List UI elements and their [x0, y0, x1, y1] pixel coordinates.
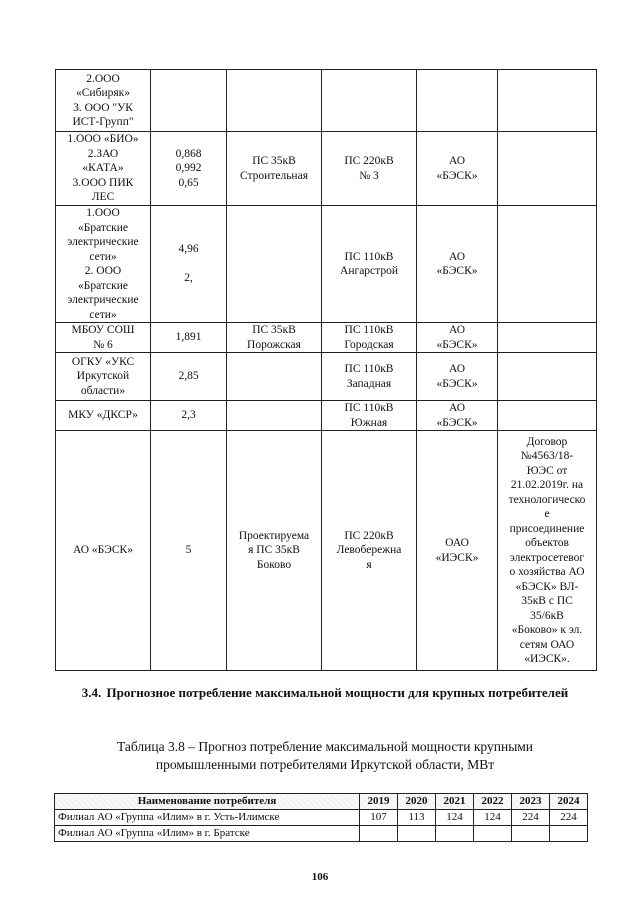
consumer-name-line: МБОУ СОШ: [71, 324, 135, 336]
substation-table-body: [56, 70, 597, 671]
supply-center: ПС 110кВ Южная: [322, 401, 417, 431]
consumer-name-line: ЛЕС: [91, 191, 115, 204]
header-year: 2021: [436, 794, 474, 810]
year-value: [512, 826, 550, 842]
power-value: [151, 70, 227, 132]
grid-organization: ОАО «ИЭСК»: [417, 431, 498, 671]
header-year: 2024: [550, 794, 588, 810]
consumer-name-line: 2. ООО: [84, 265, 122, 277]
consumer-name: [56, 401, 151, 431]
consumer-name-line: электрические: [67, 236, 139, 248]
table-row: [56, 132, 597, 206]
year-value: 224: [512, 810, 550, 826]
supply-center: ПС 110кВ Ангарстрой: [322, 206, 417, 323]
power-forecast-table: [54, 793, 588, 842]
power-value: 1,891: [151, 323, 227, 353]
supply-center: ПС 220кВ Левобережна я: [322, 431, 417, 671]
table-row: [56, 70, 597, 132]
consumer-name: [56, 353, 151, 401]
consumer-name-line: МКУ «ДКСР»: [68, 409, 138, 422]
new-substation: [227, 401, 322, 431]
power-value: 4,96 2,: [151, 206, 227, 323]
year-value: 124: [474, 810, 512, 826]
grid-organization: АО «БЭСК»: [417, 323, 498, 353]
note: [498, 323, 597, 353]
consumer-name-line: ОГКУ «УКС: [71, 355, 135, 368]
page-number: 106: [311, 871, 329, 883]
consumer-name: [56, 70, 151, 132]
header-year: 2020: [398, 794, 436, 810]
consumer-name-line: АО «БЭСК»: [73, 544, 133, 557]
table-header-row: [55, 794, 588, 810]
supply-center: ПС 220кВ № 3: [322, 132, 417, 206]
table-row: [56, 431, 597, 671]
table-row: [56, 353, 597, 401]
year-value: [398, 826, 436, 842]
new-substation: [227, 70, 322, 132]
year-value: 107: [360, 810, 398, 826]
new-substation: ПС 35кВ Порожская: [227, 323, 322, 353]
section-title-text: Прогнозное потребление максимальной мощности для крупных потребителей: [106, 685, 569, 700]
consumer-name-line: «Сибиряк»: [76, 87, 130, 99]
consumer-name-line: «Братские: [77, 279, 129, 292]
consumer-name-line: 1.ООО: [86, 207, 120, 219]
consumer-name: [56, 132, 151, 206]
consumer-name-line: 1.ООО «БИО»: [67, 133, 139, 146]
note: [498, 206, 597, 323]
consumer-name-line: области»: [80, 384, 126, 397]
grid-organization: АО «БЭСК»: [417, 401, 498, 431]
power-value: 5: [151, 431, 227, 671]
consumer-name: [56, 206, 151, 323]
consumer-name: [56, 431, 151, 671]
consumer-name-line: сети»: [89, 250, 117, 263]
table-row: [55, 826, 588, 842]
new-substation: [227, 206, 322, 323]
header-consumer-name: Наименование потребителя: [55, 794, 360, 810]
power-value: 2,3: [151, 401, 227, 431]
consumer-name-line: ИСТ-Групп": [72, 116, 134, 128]
section-heading: [70, 684, 580, 701]
new-substation: Проектируема я ПС 35кВ Боково: [227, 431, 322, 671]
grid-organization: АО «БЭСК»: [417, 353, 498, 401]
grid-organization: АО «БЭСК»: [417, 132, 498, 206]
supply-center: ПС 110кВ Западная: [322, 353, 417, 401]
new-substation: ПС 35кВ Строительная: [227, 132, 322, 206]
table-row: [56, 323, 597, 353]
consumer-name-line: электрические: [67, 294, 139, 306]
note: [498, 353, 597, 401]
consumer-name-line: 3. ООО "УК: [73, 101, 133, 114]
table-caption: Таблица 3.8 – Прогноз потребление максимальной мощности крупными промышленными потребителями Иркутской области, МВт: [116, 739, 534, 772]
consumer-name-line: «КАТА»: [82, 162, 124, 175]
grid-organization: [417, 70, 498, 132]
year-value: [550, 826, 588, 842]
consumer-name-line: № 6: [93, 338, 113, 351]
substation-table: [55, 69, 597, 671]
power-value: 2,85: [151, 353, 227, 401]
year-value: 224: [550, 810, 588, 826]
supply-center: [322, 70, 417, 132]
supply-center: ПС 110кВ Городская: [322, 323, 417, 353]
year-value: 124: [436, 810, 474, 826]
power-value: 0,868 0,992 0,65: [151, 132, 227, 206]
header-year: 2022: [474, 794, 512, 810]
year-value: 113: [398, 810, 436, 826]
year-value: [436, 826, 474, 842]
year-value: [474, 826, 512, 842]
consumer-name: [56, 323, 151, 353]
note: [498, 132, 597, 206]
header-year: 2019: [360, 794, 398, 810]
table-row: [56, 401, 597, 431]
note: [498, 401, 597, 431]
consumer-name-line: Иркутской: [76, 370, 130, 383]
section-number: 3.4.: [81, 685, 102, 700]
table-row: [56, 206, 597, 323]
consumer-name-line: 2.ЗАО: [87, 147, 119, 160]
grid-organization: АО «БЭСК»: [417, 206, 498, 323]
consumer-name-line: «Братские: [77, 221, 129, 234]
table-row: [55, 810, 588, 826]
note: Договор №4563/18- ЮЭС от 21.02.2019г. на технологическо е присоединение объектов электросетевог о хозяйства АО «БЭСК» ВЛ- 35кВ с ПС 35/6кВ «Боково» к эл. сетям ОАО «ИЭСК».: [498, 431, 597, 671]
consumer-name-line: 2.ООО: [86, 72, 120, 85]
consumer-name-line: сети»: [89, 308, 117, 321]
new-substation: [227, 353, 322, 401]
note: [498, 70, 597, 132]
header-year: 2023: [512, 794, 550, 810]
consumer-name: Филиал АО «Группа «Илим» в г. Усть-Илимске: [55, 810, 360, 826]
year-value: [360, 826, 398, 842]
consumer-name-line: 3.ООО ПИК: [72, 176, 134, 189]
consumer-name: Филиал АО «Группа «Илим» в г. Братске: [55, 826, 360, 842]
